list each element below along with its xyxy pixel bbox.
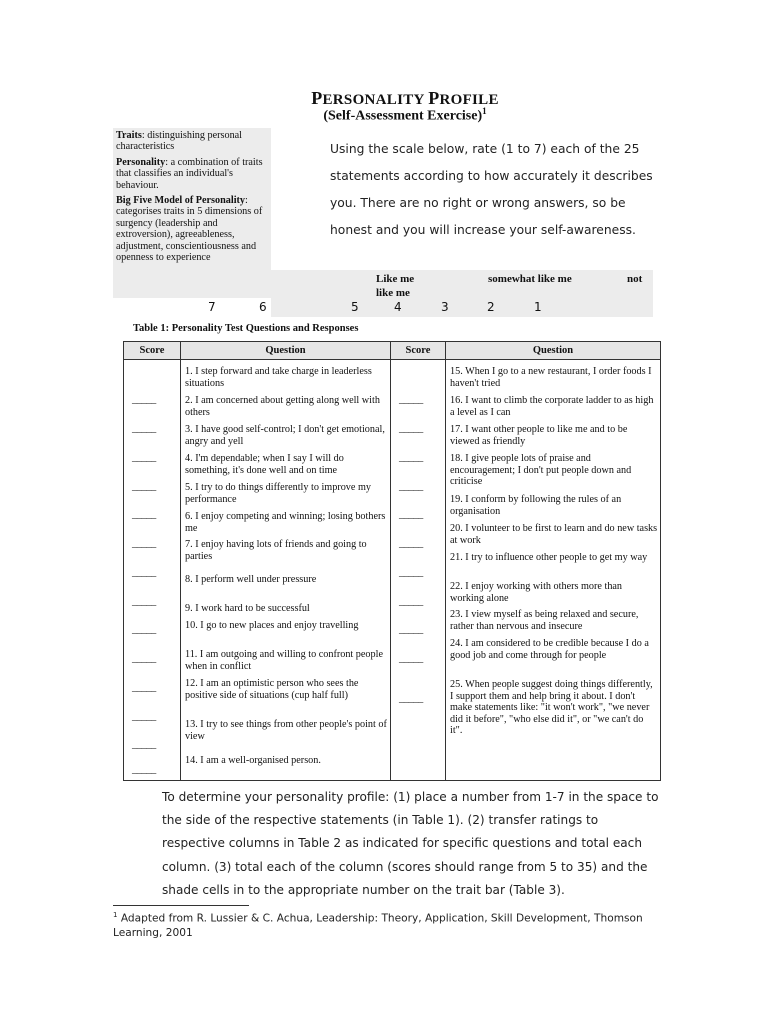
question-2: 2. I am concerned about getting along well with others (185, 395, 380, 418)
header-question-left: Question (181, 342, 391, 360)
scale-number-4: 4 (394, 300, 402, 314)
question-15: 15. When I go to a new restaurant, I order foods I haven't tried (450, 366, 652, 389)
score-blank-20[interactable]: _____ (399, 538, 423, 549)
page-title: PERSONALITY PROFILE (311, 88, 499, 108)
instructions-paragraph: To determine your personality profile: (1) place a number from 1-7 in the space to the side of the respective statements (in Table 1). (2) transfer ratings to respective columns in Table 2 as indicated for specific questions and total each column. (3) total each of the column (scores should range from 5 to 35) and the shade cells in to the appropriate number on the trait bar (Table 3). (162, 790, 659, 897)
score-blank-25[interactable]: _____ (399, 693, 423, 704)
scale-number-1: 1 (534, 300, 542, 314)
question-5: 5. I try to do things differently to improve my performance (185, 482, 371, 505)
intro-paragraph: Using the scale below, rate (1 to 7) each of the 25 statements according to how accurately it describes you. There are no right or wrong answers, so be honest and you will increase your self-awareness. (330, 142, 653, 237)
question-13: 13. I try to see things from other people's point of view (185, 719, 387, 742)
definition-big-five: Big Five Model of Personality: categorises traits in 5 dimensions of surgency (leadership and extroversion), agreeableness, adjustment, conscientiousness and openness to experience (116, 195, 263, 264)
question-12: 12. I am an optimistic person who sees the positive side of situations (cup half full) (185, 678, 359, 701)
score-blank-15[interactable]: _____ (399, 394, 423, 405)
footnote: $^1$ Adapted from R. Lussier & C. Achua, Leadership: Theory, Application, Skill Development, Thomson Learning, 2001 (113, 911, 643, 939)
question-22: 22. I enjoy working with others more than working alone (450, 581, 623, 604)
score-blank-3[interactable]: _____ (132, 452, 156, 463)
score-blank-14[interactable]: _____ (132, 764, 156, 775)
question-9: 9. I work hard to be successful (185, 603, 310, 614)
score-blank-21[interactable]: _____ (399, 567, 423, 578)
table-body-row (124, 360, 661, 781)
question-17: 17. I want other people to like me and to be viewed as friendly (450, 424, 628, 447)
scale-label-not: not (627, 273, 643, 285)
score-blank-2[interactable]: _____ (132, 423, 156, 434)
header-score-right: Score (391, 342, 446, 360)
score-blank-17[interactable]: _____ (399, 452, 423, 463)
scale-number-5: 5 (351, 300, 359, 314)
score-blank-9[interactable]: _____ (132, 624, 156, 635)
score-column-right (391, 360, 446, 781)
question-20: 20. I volunteer to be first to learn and do new tasks at work (450, 523, 658, 546)
score-blank-24[interactable]: _____ (399, 653, 423, 664)
definitions-text (116, 130, 266, 267)
header-score-left: Score (124, 342, 181, 360)
question-3: 3. I have good self-control; I don't get emotional, angry and yell (185, 424, 385, 447)
question-6: 6. I enjoy competing and winning; losing bothers me (185, 511, 386, 534)
score-blank-22[interactable]: _____ (399, 596, 423, 607)
scale-number-6: 6 (259, 300, 267, 314)
score-blank-11[interactable]: _____ (132, 682, 156, 693)
table-header-row (124, 342, 661, 360)
table-caption: Table 1: Personality Test Questions and Responses (133, 323, 359, 334)
question-10: 10. I go to new places and enjoy travelling (185, 620, 359, 631)
question-8: 8. I perform well under pressure (185, 574, 317, 585)
score-blank-12[interactable]: _____ (132, 711, 156, 722)
scale-label-somewhat: somewhat like me (488, 273, 572, 285)
score-blank-16[interactable]: _____ (399, 423, 423, 434)
score-blank-6[interactable]: _____ (132, 538, 156, 549)
question-21: 21. I try to influence other people to get my way (450, 552, 648, 563)
score-blank-7[interactable]: _____ (132, 567, 156, 578)
question-16: 16. I want to climb the corporate ladder to as high a level as I can (450, 395, 654, 418)
scale-label-like-me: Like me (376, 273, 415, 285)
question-23: 23. I view myself as being relaxed and secure, rather than nervous and insecure (450, 609, 639, 632)
question-18: 18. I give people lots of praise and encouragement; I don't put people down and criticise (450, 453, 632, 487)
definition-personality: Personality: a combination of traits that classifies an individual's behaviour. (116, 156, 263, 191)
questions-table (123, 341, 661, 781)
score-blank-1[interactable]: _____ (132, 394, 156, 405)
score-blank-8[interactable]: _____ (132, 596, 156, 607)
scale-number-3: 3 (441, 300, 449, 314)
question-column-left (181, 360, 391, 781)
score-blank-10[interactable]: _____ (132, 653, 156, 664)
score-blank-19[interactable]: _____ (399, 509, 423, 520)
question-7: 7. I enjoy having lots of friends and going to parties (185, 539, 367, 562)
score-blank-18[interactable]: _____ (399, 481, 423, 492)
question-14: 14. I am a well-organised person. (185, 755, 321, 766)
rating-scale-box (271, 270, 653, 317)
footnote-rule (113, 905, 249, 906)
scale-number-2: 2 (487, 300, 495, 314)
page-subtitle: (Self-Assessment Exercise)$^1$ (323, 106, 487, 124)
question-25: 25. When people suggest doing things differently, I support them and help bring it about. I don't make statements like: "it won't work", "we never did it before", "who else did it", or "we can't do it". (450, 679, 653, 736)
score-blank-4[interactable]: _____ (132, 481, 156, 492)
header-question-right: Question (446, 342, 661, 360)
definition-traits: Traits: distinguishing personal characteristics (116, 130, 243, 153)
footnote-marker: 1 (482, 106, 487, 116)
question-4: 4. I'm dependable; when I say I will do something, it's done well and on time (185, 453, 344, 476)
score-blank-5[interactable]: _____ (132, 509, 156, 520)
scale-label-like-me-2: like me (376, 287, 410, 299)
question-19: 19. I conform by following the rules of an organisation (450, 494, 622, 517)
question-column-right (446, 360, 661, 781)
score-blank-13[interactable]: _____ (132, 739, 156, 750)
score-column-left (124, 360, 181, 781)
question-24: 24. I am considered to be credible because I do a good job and come through for people (450, 638, 649, 661)
question-11: 11. I am outgoing and willing to confront people when in conflict (185, 649, 383, 672)
scale-number-7: 7 (208, 300, 216, 314)
question-1: 1. I step forward and take charge in leaderless situations (185, 366, 372, 389)
score-blank-23[interactable]: _____ (399, 624, 423, 635)
